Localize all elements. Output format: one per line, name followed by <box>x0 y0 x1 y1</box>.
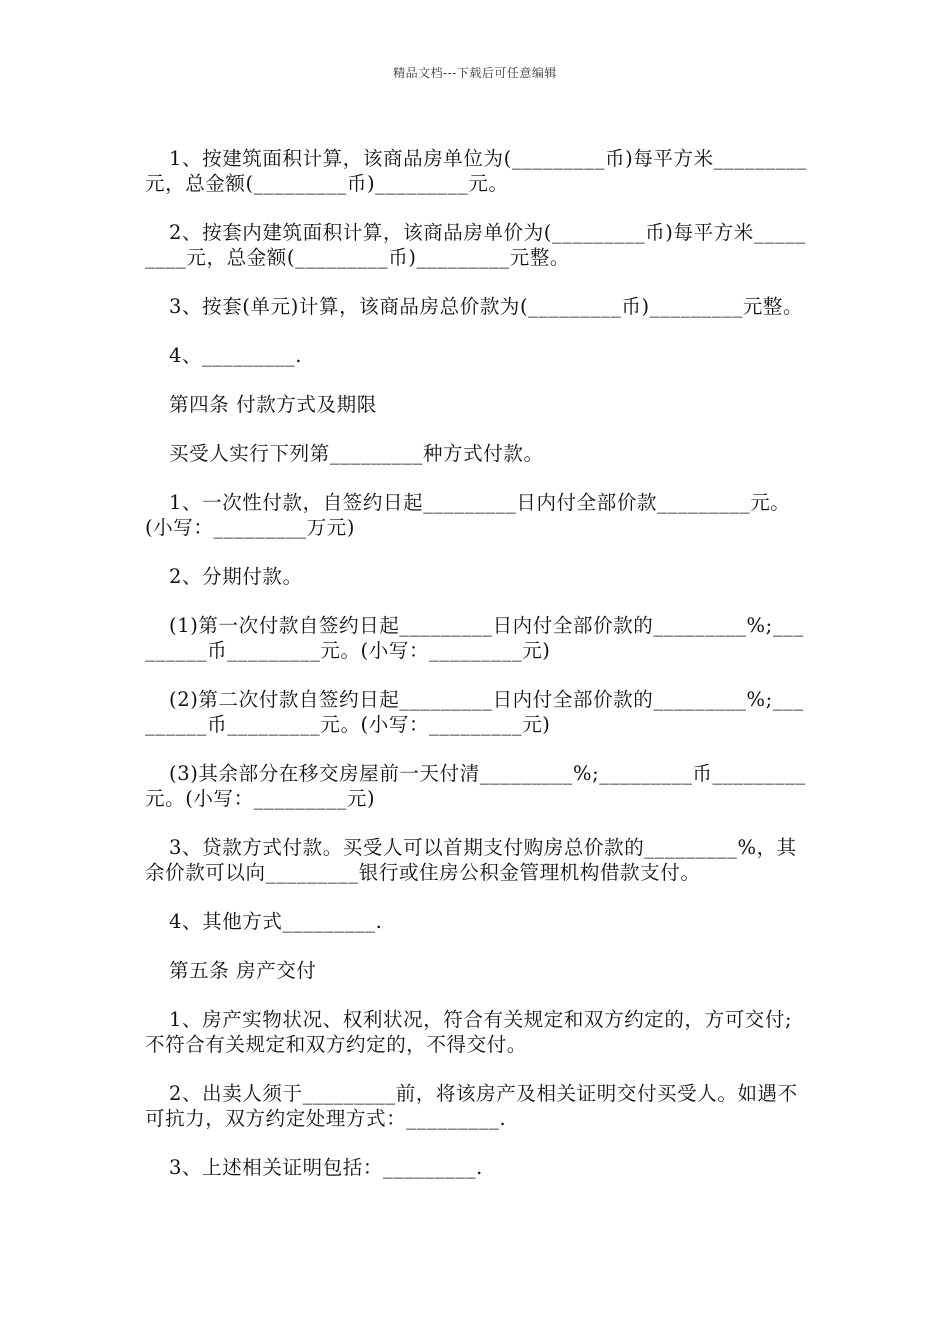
payment-other: 4、其他方式_________. <box>169 910 383 933</box>
article-5-heading: 第五条 房产交付 <box>169 959 317 982</box>
payment-loan: 3、贷款方式付款。买受人可以首期支付购房总价款的_________%，其余价款可以向_________银行或住房公积金管理机构借款支付。 <box>145 836 797 884</box>
payment-lump-sum: 1、一次性付款，自签约日起_________日内付全部价款_________元。(小写：_________万元) <box>145 491 791 539</box>
page-header: 精品文档---下载后可任意编辑 <box>393 66 557 80</box>
payment-method-choice: 买受人实行下列第_________种方式付款。 <box>169 442 544 465</box>
payment-installments: 2、分期付款。 <box>169 565 303 588</box>
clause-price-by-inner-area: 2、按套内建筑面积计算，该商品房单价为(_________币)每平方米_________元，总金额(_________币)_________元整。 <box>145 221 806 269</box>
document-body <box>145 146 810 1204</box>
clause-price-by-unit: 3、按套(单元)计算，该商品房总价款为(_________币)_________元整。 <box>169 295 804 318</box>
article-4-heading: 第四条 付款方式及期限 <box>169 393 377 416</box>
delivery-certificates: 3、上述相关证明包括：_________. <box>169 1156 483 1179</box>
delivery-condition: 1、房产实物状况、权利状况，符合有关规定和双方约定的，方可交付;不符合有关规定和双方约定的，不得交付。 <box>145 1008 793 1056</box>
clause-price-other: 4、_________. <box>169 344 303 367</box>
delivery-deadline: 2、出卖人须于_________前，将该房产及相关证明交付买受人。如遇不可抗力，双方约定处理方式：_________. <box>145 1082 798 1130</box>
installment-first: (1)第一次付款自签约日起_________日内付全部价款的_________%;_________币_________元。(小写：_________元) <box>145 614 804 662</box>
installment-remainder: (3)其余部分在移交房屋前一天付清_________%;_________币_________元。(小写：_________元) <box>145 762 806 810</box>
clause-price-by-building-area: 1、按建筑面积计算，该商品房单位为(_________币)每平方米_________元，总金额(_________币)_________元。 <box>145 147 807 195</box>
installment-second: (2)第二次付款自签约日起_________日内付全部价款的_________%;_________币_________元。(小写：_________元) <box>145 688 804 736</box>
